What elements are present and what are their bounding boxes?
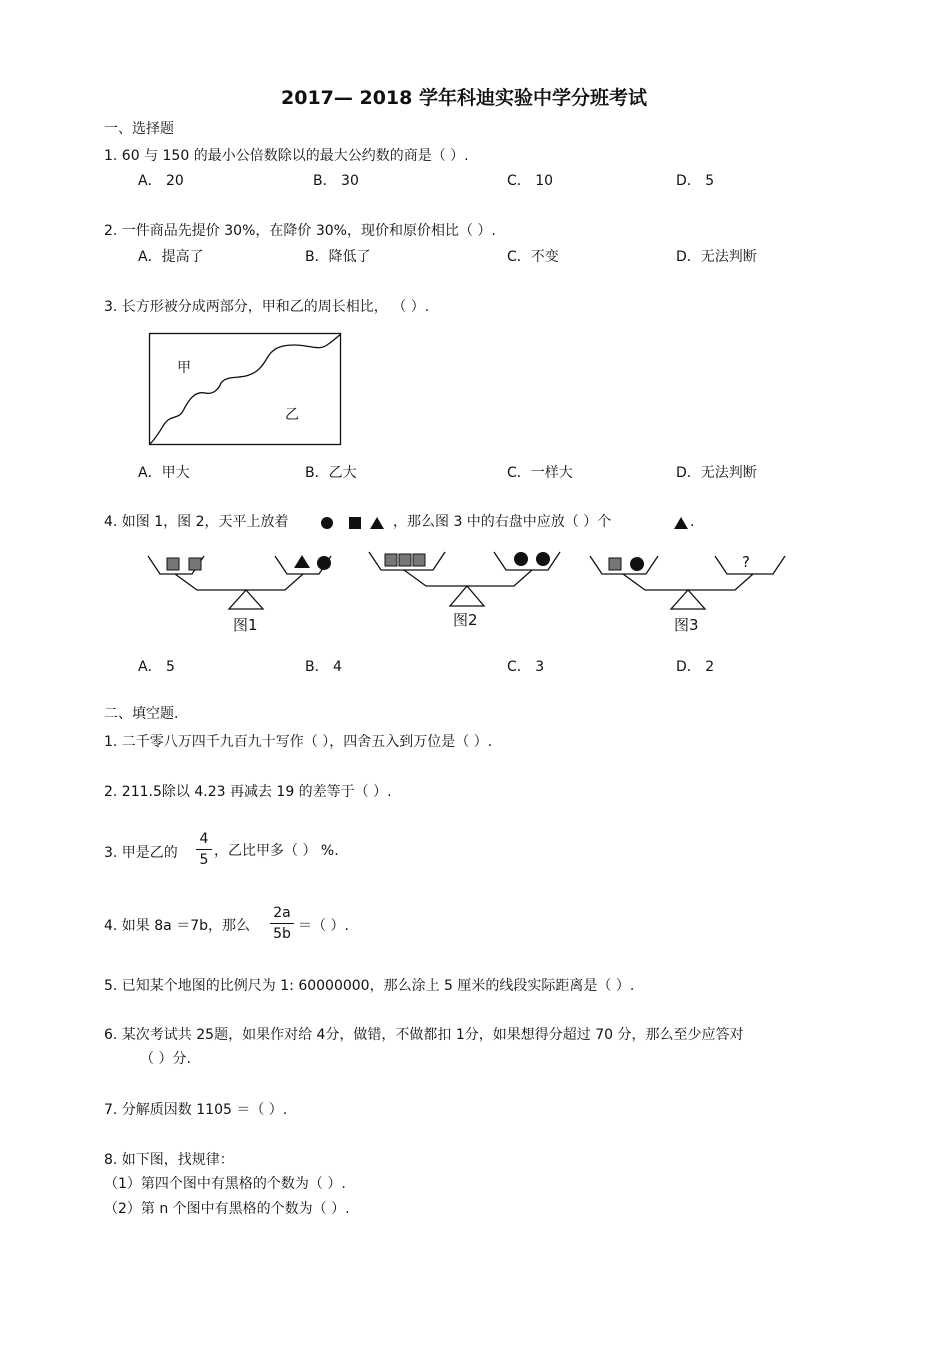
rectangle-figure [149,333,343,447]
q2-option-c: C．不变 [507,249,559,265]
question-2-stem: 2. 一件商品先提价 30%，在降价 30%，现价和原价相比（ ）. [104,223,496,239]
square-icon [385,554,397,566]
q3-option-c: C．一样大 [507,465,573,481]
q1-option-d: D． 5 [676,173,715,189]
square-icon [399,554,411,566]
question-4-stem-start: 4. 如图 1，图 2，天平上放着 [104,514,289,530]
fill-question-3-start: 3. 甲是乙的 [104,845,178,861]
q4-option-d: D． 2 [676,659,715,675]
fill-question-4-start: 4. 如果 8a ＝7b，那么 [104,918,250,934]
balance-figure-1 [145,548,350,613]
circle-icon [321,517,333,529]
q2-option-b: B．降低了 [305,249,371,265]
question-4-stem-period: . [690,514,695,530]
q3-option-a: A．甲大 [138,465,190,481]
fraction-numerator: 2a [273,905,291,921]
q2-option-a: A．提高了 [138,249,204,265]
square-icon [609,558,621,570]
balance-figure-2 [366,548,571,613]
section-heading-fill: 二、填空题. [104,706,179,722]
question-4-stem-end: ，那么图 3 中的右盘中应放（ ）个 [393,514,612,530]
fill-question-8-sub1: （1）第四个图中有黑格的个数为（ ）. [104,1176,346,1192]
q3-option-b: B．乙大 [305,465,357,481]
rectangle-outline [150,334,341,445]
circle-icon [536,552,550,566]
triangle-icon [370,517,384,529]
fill-question-8-stem: 8. 如下图，找规律： [104,1152,234,1168]
square-icon [167,558,179,570]
square-icon [349,517,361,529]
stem-triangle-icon [674,515,690,531]
figure-2-label: 图2 [453,611,478,629]
q3-option-d: D．无法判断 [676,465,757,481]
region-label-jia: 甲 [177,360,191,376]
stem-shape-icons [320,515,392,531]
square-icon [189,558,201,570]
balance-figure-3 [587,548,792,613]
fraction-4-5 [196,830,212,869]
q1-option-c: C． 10 [507,173,554,189]
fill-question-6-line2: （ ）分. [140,1051,191,1067]
q4-option-b: B． 4 [305,659,342,675]
dividing-curve [150,334,341,444]
figure-3-label: 图3 [674,616,699,634]
fraction-2a-5b [270,904,294,943]
unknown-question-mark: ? [742,553,750,571]
question-1-stem: 1. 60 与 150 的最小公倍数除以的最大公约数的商是（ ）. [104,148,469,164]
fraction-denominator: 5b [273,926,291,942]
q1-option-b: B． 30 [313,173,359,189]
fraction-numerator: 4 [199,831,209,847]
fill-question-1: 1. 二千零八万四千九百九十写作（ ），四舍五入到万位是（ ）. [104,734,493,750]
section-heading-choice: 一、选择题 [104,121,174,137]
fill-question-3-end: ，乙比甲多（ ） %. [214,843,339,859]
question-3-stem: 3. 长方形被分成两部分，甲和乙的周长相比， （ ）. [104,299,430,315]
q1-option-a: A． 20 [138,173,184,189]
fill-question-2: 2. 211.5除以 4.23 再减去 19 的差等于（ ）. [104,784,392,800]
q2-option-d: D．无法判断 [676,249,757,265]
fill-question-4-end: ＝（ ）. [298,918,349,934]
figure-1-label: 图1 [233,616,258,634]
fill-question-8-sub2: （2）第 n 个图中有黑格的个数为（ ）. [104,1201,350,1217]
fraction-denominator: 5 [199,852,209,868]
fill-question-5: 5. 已知某个地图的比例尺为 1: 60000000，那么涂上 5 厘米的线段实际距离是（ ）. [104,978,635,994]
square-icon [413,554,425,566]
circle-icon [630,557,644,571]
region-label-yi: 乙 [285,407,299,423]
fill-question-6-line1: 6. 某次考试共 25题，如果作对给 4分，做错，不做都扣 1分，如果想得分超过 70 分，那么至少应答对 [104,1027,744,1043]
circle-icon [317,556,331,570]
page-title: 2017— 2018 学年科迪实验中学分班考试 [281,87,647,109]
triangle-icon [294,555,310,568]
fill-question-7: 7. 分解质因数 1105 ＝（ ）. [104,1102,288,1118]
circle-icon [514,552,528,566]
q4-option-c: C． 3 [507,659,545,675]
q4-option-a: A． 5 [138,659,175,675]
